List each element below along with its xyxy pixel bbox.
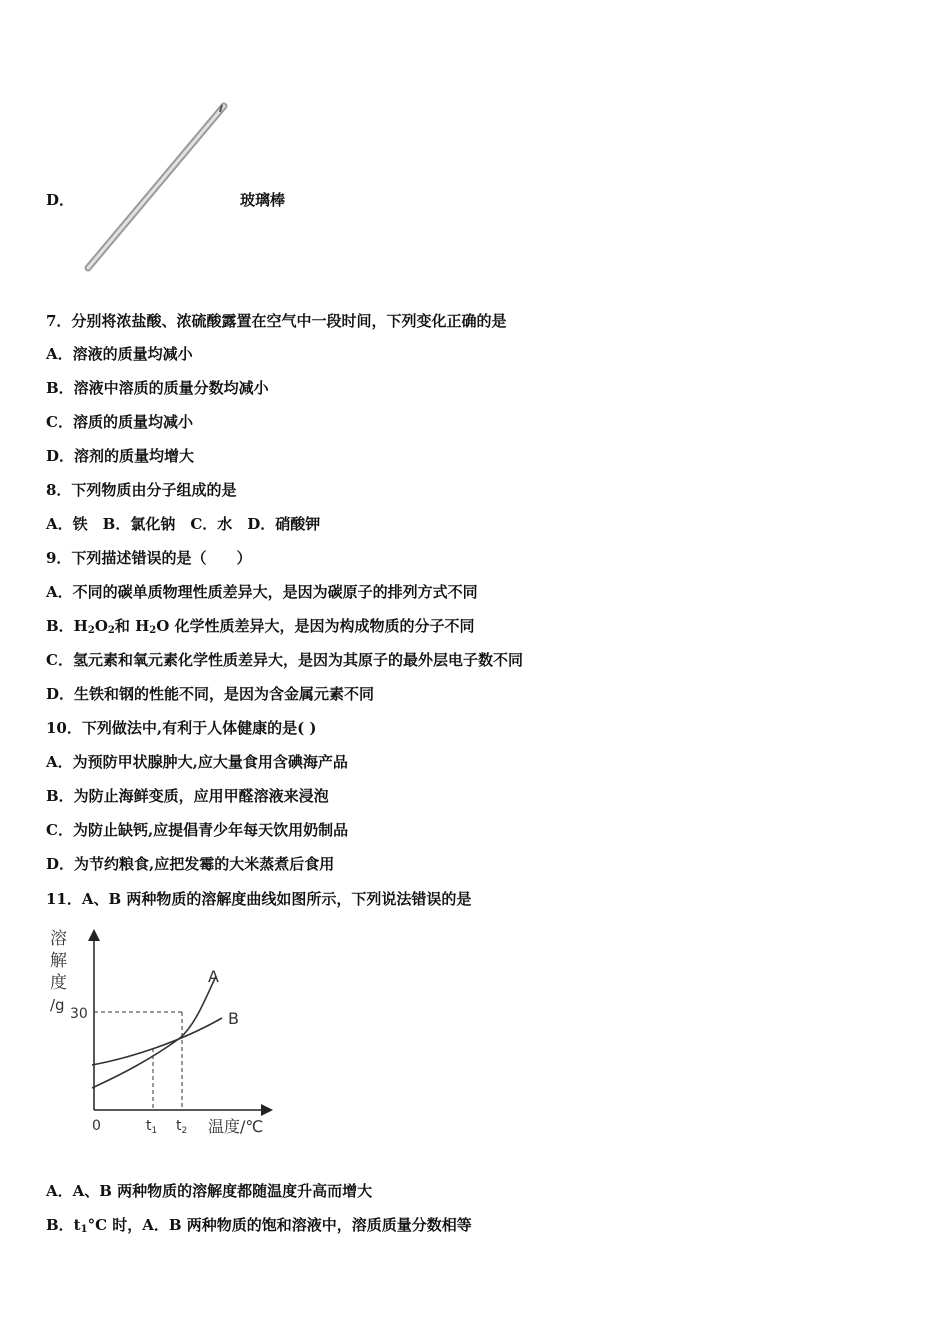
q9-option-d: D．生铁和钢的性能不同，是因为含金属元素不同 (46, 685, 375, 703)
q10-stem: 10．下列做法中,有利于人体健康的是( ) (46, 719, 317, 737)
q7-option-c: C．溶质的质量均减小 (46, 413, 193, 431)
solubility-chart (40, 920, 290, 1145)
q9-option-c: C．氢元素和氧元素化学性质差异大，是因为其原子的最外层电子数不同 (46, 651, 523, 669)
origin-label: 0 (92, 1118, 101, 1134)
q7-option-a: A．溶液的质量均减小 (46, 345, 193, 363)
q7-option-d: D．溶剂的质量均增大 (46, 447, 195, 465)
q8-options: A．铁 B．氯化钠 C．水 D．硝酸钾 (46, 515, 321, 533)
x-tick-t1: $t_1$ (146, 1118, 158, 1136)
q9-option-a: A．不同的碳单质物理性质差异大，是因为碳原子的排列方式不同 (46, 583, 478, 601)
x-axis-label: 温度/℃ (208, 1117, 264, 1136)
q8-stem: 8．下列物质由分子组成的是 (46, 481, 237, 499)
q11-stem: 11．A、B 两种物质的溶解度曲线如图所示，下列说法错误的是 (46, 890, 472, 908)
q11-option-a: A．A、B 两种物质的溶解度都随温度升高而增大 (46, 1182, 373, 1200)
q10-option-d: D．为节约粮食,应把发霉的大米蒸煮后食用 (46, 855, 335, 873)
curve-a (92, 976, 216, 1088)
q11-option-b: B．$t_1^\circ C$ 时，A．B 两种物质的饱和溶液中，溶质质量分数相等 (46, 1216, 472, 1235)
q9-stem: 9．下列描述错误的是（ ） (46, 549, 252, 567)
y-label-char-2: 解 (50, 951, 67, 971)
glass-rod-image (70, 96, 240, 281)
curve-b (92, 1018, 222, 1065)
q10-option-b: B．为防止海鲜变质，应用甲醛溶液来浸泡 (46, 787, 329, 805)
q10-option-c: C．为防止缺钙,应提倡青少年每天饮用奶制品 (46, 821, 349, 839)
y-label-unit: /g (50, 996, 65, 1014)
q6-option-d-letter: D． (46, 191, 75, 209)
series-label-b: B (228, 1009, 239, 1028)
y-label-char-3: 度 (50, 973, 67, 993)
y-tick-30: 30 (70, 1006, 88, 1022)
q7-option-b: B．溶液中溶质的质量分数均减小 (46, 379, 269, 397)
y-label-char-1: 溶 (50, 929, 67, 949)
q10-option-a: A．为预防甲状腺肿大,应大量食用含碘海产品 (46, 753, 348, 771)
q9-option-b: B．$H_2O_2$和 $H_2O$ 化学性质差异大，是因为构成物质的分子不同 (46, 617, 475, 636)
x-tick-t2: $t_2$ (176, 1118, 188, 1136)
glass-rod-label: 玻璃棒 (240, 191, 286, 209)
series-label-a: A (208, 967, 219, 986)
q7-stem: 7．分别将浓盐酸、浓硫酸露置在空气中一段时间，下列变化正确的是 (46, 312, 507, 330)
